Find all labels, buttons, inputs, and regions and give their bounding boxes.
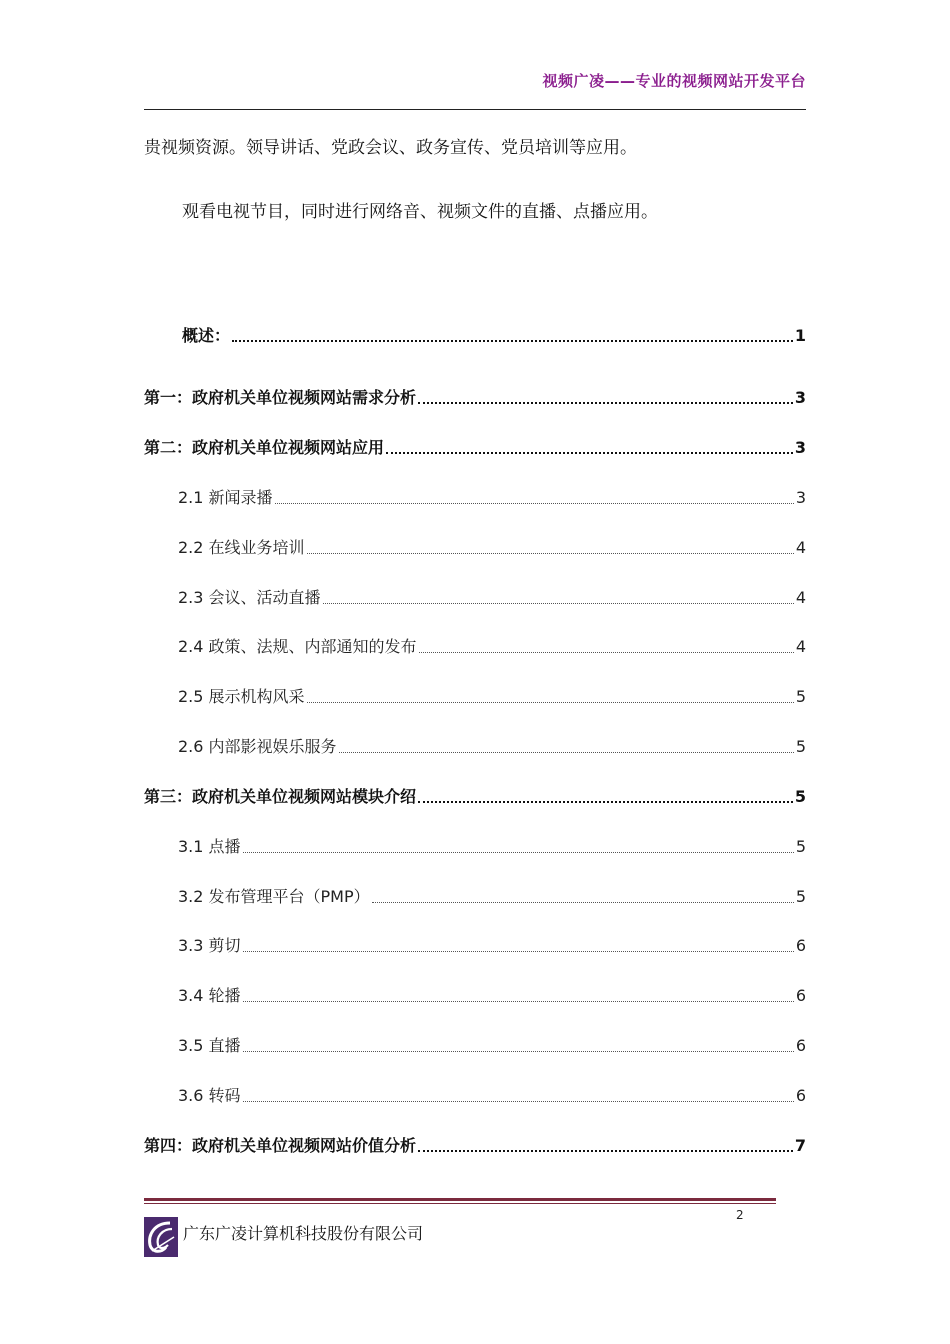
toc-entry-page: 4 [795, 588, 806, 607]
toc-entry-3-4[interactable] [178, 983, 806, 1007]
toc-entry-page: 6 [795, 1036, 806, 1055]
toc-entry-section-4[interactable] [144, 1133, 806, 1157]
toc-entry-title: 2.4 政策、法规、内部通知的发布 [178, 637, 417, 656]
body-paragraph-2: 观看电视节目，同时进行网络音、视频文件的直播、点播应用。 [182, 202, 658, 222]
toc-leader [419, 651, 794, 653]
toc-entry-page: 5 [795, 837, 806, 856]
toc-leader [418, 1149, 793, 1152]
toc-entry-2-2[interactable] [178, 535, 806, 559]
toc-leader [243, 1100, 794, 1102]
toc-leader [418, 800, 793, 803]
page-number: 2 [736, 1208, 744, 1222]
toc-entry-page: 6 [795, 1086, 806, 1105]
company-name: 广东广凌计算机科技股份有限公司 [183, 1224, 424, 1243]
toc-entry-page: 1 [794, 326, 806, 345]
footer-divider-thin [144, 1203, 776, 1204]
toc-entry-title: 第三：政府机关单位视频网站模块介绍 [144, 787, 417, 806]
toc-entry-3-3[interactable] [178, 933, 806, 957]
toc-leader [243, 1000, 794, 1002]
toc-entry-title: 3.5 直播 [178, 1036, 241, 1055]
toc-entry-overview[interactable] [182, 323, 806, 347]
toc-entry-title: 第一：政府机关单位视频网站需求分析 [144, 388, 417, 407]
toc-entry-title: 3.6 转码 [178, 1086, 241, 1105]
toc-entry-title: 2.2 在线业务培训 [178, 538, 305, 557]
toc-entry-2-6[interactable] [178, 734, 806, 758]
toc-entry-page: 5 [794, 787, 806, 806]
toc-entry-title: 第四：政府机关单位视频网站价值分析 [144, 1136, 417, 1155]
toc-entry-2-3[interactable] [178, 585, 806, 609]
toc-leader [307, 701, 794, 703]
toc-entry-3-2[interactable] [178, 884, 806, 908]
toc-entry-section-1[interactable] [144, 385, 806, 409]
toc-entry-title: 3.4 轮播 [178, 986, 241, 1005]
toc-entry-title: 3.2 发布管理平台（PMP） [178, 887, 370, 906]
toc-entry-title: 2.1 新闻录播 [178, 488, 273, 507]
toc-entry-title: 2.3 会议、活动直播 [178, 588, 321, 607]
body-paragraph-1: 贵视频资源。领导讲话、党政会议、政务宣传、党员培训等应用。 [144, 138, 637, 158]
toc-entry-page: 3 [794, 388, 806, 407]
toc-entry-section-3[interactable] [144, 784, 806, 808]
toc-entry-title: 2.6 内部影视娱乐服务 [178, 737, 337, 756]
toc-entry-3-1[interactable] [178, 834, 806, 858]
toc-leader [275, 502, 794, 504]
toc-leader [372, 901, 794, 903]
toc-entry-page: 4 [795, 538, 806, 557]
toc-entry-3-6[interactable] [178, 1083, 806, 1107]
toc-entry-2-1[interactable] [178, 485, 806, 509]
toc-entry-2-5[interactable] [178, 684, 806, 708]
toc-leader [339, 751, 794, 753]
toc-leader [243, 950, 794, 952]
header-title: 视频广凌——专业的视频网站开发平台 [542, 72, 806, 90]
toc-entry-page: 6 [795, 936, 806, 955]
toc-leader [243, 851, 794, 853]
toc-entry-page: 4 [795, 637, 806, 656]
toc-entry-title: 3.1 点播 [178, 837, 241, 856]
company-logo-icon [144, 1217, 178, 1257]
toc-leader [243, 1050, 794, 1052]
toc-entry-title: 概述： [182, 326, 231, 345]
toc-entry-page: 3 [794, 438, 806, 457]
toc-entry-title: 2.5 展示机构风采 [178, 687, 305, 706]
toc-leader [386, 451, 793, 454]
toc-entry-page: 3 [795, 488, 806, 507]
toc-entry-2-4[interactable] [178, 634, 806, 658]
toc-entry-page: 7 [794, 1136, 806, 1155]
toc-entry-page: 6 [795, 986, 806, 1005]
toc-entry-page: 5 [795, 887, 806, 906]
toc-leader [307, 552, 794, 554]
toc-entry-page: 5 [795, 687, 806, 706]
toc-entry-title: 第二：政府机关单位视频网站应用 [144, 438, 385, 457]
toc-entry-3-5[interactable] [178, 1033, 806, 1057]
toc-leader [418, 401, 793, 404]
toc-entry-section-2[interactable] [144, 435, 806, 459]
footer-divider [144, 1198, 776, 1201]
toc-leader [323, 602, 794, 604]
toc-entry-title: 3.3 剪切 [178, 936, 241, 955]
toc-leader [232, 339, 793, 342]
header-divider [144, 109, 806, 110]
toc-entry-page: 5 [795, 737, 806, 756]
